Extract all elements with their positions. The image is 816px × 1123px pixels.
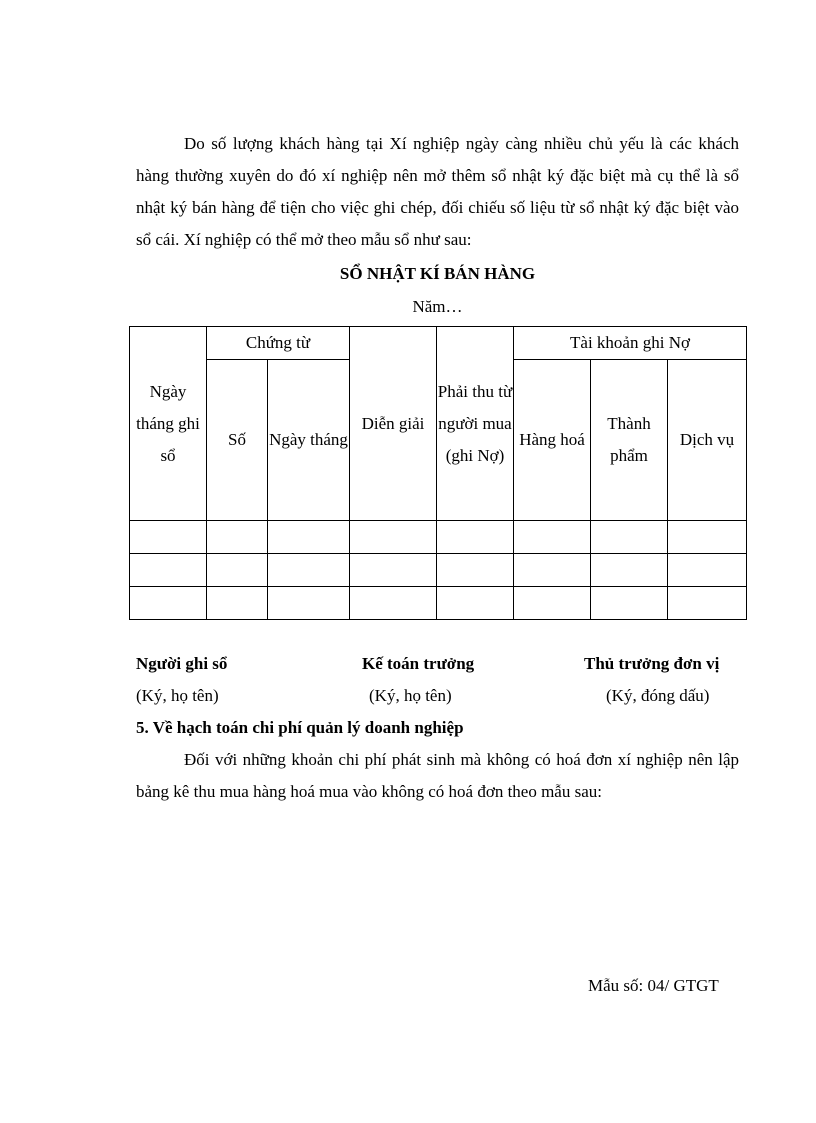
table-cell [130, 587, 207, 620]
table-cell [207, 521, 268, 554]
table-cell [207, 587, 268, 620]
table-cell [350, 521, 437, 554]
section-body: Đối với những khoản chi phí phát sinh mà không có hoá đơn xí nghiệp nên lập bảng kê thu mua hàng hoá mua vào không có hoá đơn theo mẫu sau: [136, 750, 739, 801]
table-cell [514, 587, 591, 620]
header-tai-khoan-ghi-no: Tài khoản ghi Nợ [514, 327, 747, 360]
header-chung-tu: Chứng từ [207, 327, 350, 360]
header-dien-giai: Diễn giải [350, 327, 437, 521]
header-so: Số [207, 360, 268, 521]
head-title: Thủ trưởng đơn vị [584, 654, 720, 673]
chief-accountant-note: (Ký, họ tên) [369, 686, 452, 705]
table-cell [130, 554, 207, 587]
table-cell [591, 587, 668, 620]
form-code: Mẫu số: 04/ GTGT [588, 976, 719, 995]
table-row [130, 554, 747, 587]
table-cell [668, 554, 747, 587]
sales-journal-table [129, 326, 747, 620]
table-cell [207, 554, 268, 587]
table-cell [130, 521, 207, 554]
ledger-year: Năm… [412, 297, 463, 316]
header-thanh-pham: Thành phẩm [591, 360, 668, 521]
table-cell [668, 587, 747, 620]
header-phai-thu: Phải thu từ người mua (ghi Nợ) [437, 327, 514, 521]
table-row [130, 521, 747, 554]
table-cell [437, 587, 514, 620]
section-heading: 5. Về hạch toán chi phí quản lý doanh nghiệp [136, 718, 464, 737]
head-note: (Ký, đóng dấu) [606, 686, 710, 705]
table-cell [591, 554, 668, 587]
table-cell [437, 554, 514, 587]
chief-accountant-title: Kế toán trưởng [362, 654, 475, 673]
table-cell [268, 554, 350, 587]
header-dich-vu: Dịch vụ [668, 360, 747, 521]
intro-paragraph: Do số lượng khách hàng tại Xí nghiệp ngày càng nhiều chủ yếu là các khách hàng thường xuyên do đó xí nghiệp nên mở thêm sổ nhật ký đặc biệt mà cụ thể là sổ nhật ký bán hàng để tiện cho việc ghi chép, đối chiếu số liệu từ sổ nhật ký đặc biệt vào sổ cái. Xí nghiệp có thể mở theo mẫu sổ như sau: [136, 134, 739, 249]
table-cell [268, 521, 350, 554]
ledger-title: SỔ NHẬT KÍ BÁN HÀNG [339, 264, 536, 283]
header-ngay-thang: Ngày tháng [268, 360, 350, 521]
table-cell [514, 521, 591, 554]
table-cell [268, 587, 350, 620]
table-row [130, 587, 747, 620]
header-hang-hoa: Hàng hoá [514, 360, 591, 521]
table-cell [668, 521, 747, 554]
header-ngay-ghi-so: Ngày tháng ghi sổ [130, 327, 207, 521]
table-cell [350, 587, 437, 620]
table-cell [437, 521, 514, 554]
table-cell [591, 521, 668, 554]
recorder-title: Người ghi sổ [136, 654, 228, 673]
table-cell [350, 554, 437, 587]
table-cell [514, 554, 591, 587]
recorder-note: (Ký, họ tên) [136, 686, 219, 705]
